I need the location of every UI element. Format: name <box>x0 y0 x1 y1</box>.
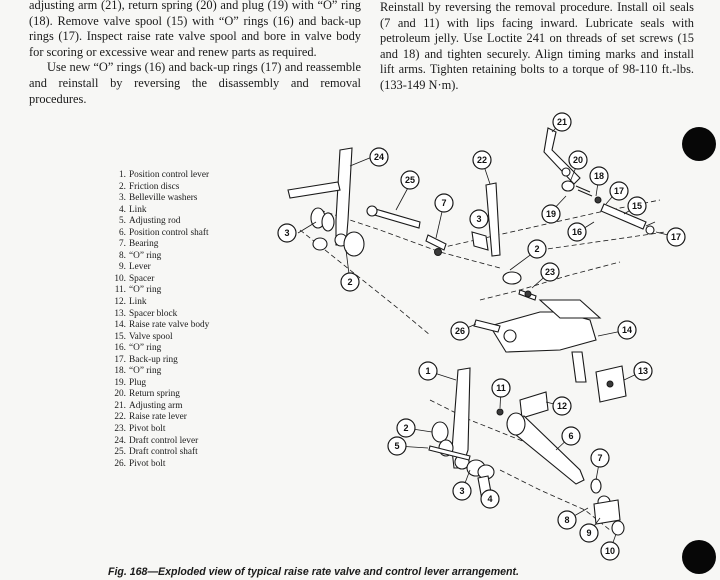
callout-8 <box>558 511 576 529</box>
legend-number: 17. <box>114 354 126 365</box>
callout-1 <box>419 362 437 380</box>
callout-21 <box>553 113 571 131</box>
callout-9 <box>580 524 598 542</box>
left-paragraph-1: adjusting arm (21), return spring (20) and plug (19) with “O” ring (18). Remove valve spool (15) with “O” rings (16) and back-up rings (17). Inspect raise rate valve spool and bore in valve body for scoring or excessive wear and renew parts as required. <box>29 0 361 59</box>
legend-text: Bearing <box>129 239 159 250</box>
legend-number: 19. <box>114 377 126 388</box>
callout-22 <box>473 151 491 169</box>
legend-text: Back-up ring <box>129 354 178 365</box>
legend-number: 3. <box>119 193 126 204</box>
callout-10 <box>601 542 619 560</box>
legend-number: 4. <box>119 204 126 215</box>
callout-2 <box>397 419 415 437</box>
svg-text:6: 6 <box>568 431 574 441</box>
svg-text:17: 17 <box>613 186 625 196</box>
legend-number: 12. <box>114 297 126 308</box>
legend-number: 24. <box>114 435 126 446</box>
spacer-block-13 <box>596 366 626 402</box>
svg-text:2: 2 <box>347 277 353 287</box>
legend-text: Draft control lever <box>129 435 199 446</box>
callout-23 <box>541 263 559 281</box>
svg-text:3: 3 <box>476 214 482 224</box>
legend-number: 9. <box>119 262 126 273</box>
callout-7 <box>435 194 453 212</box>
legend-number: 11. <box>114 285 126 296</box>
legend-text: Spacer block <box>129 308 178 319</box>
callout-3 <box>453 482 471 500</box>
svg-text:18: 18 <box>593 171 605 181</box>
legend-text: Pivot bolt <box>129 424 166 435</box>
svg-text:9: 9 <box>586 528 592 538</box>
legend-text: Lever <box>129 262 151 273</box>
legend-text: Spacer <box>129 273 155 284</box>
binder-hole-top <box>682 127 716 161</box>
legend-number: 25. <box>114 447 126 458</box>
callout-15 <box>628 197 646 215</box>
svg-text:8: 8 <box>564 515 570 525</box>
legend-number: 1. <box>119 170 126 180</box>
callout-12 <box>553 397 571 415</box>
svg-text:19: 19 <box>545 209 557 219</box>
legend-number: 8. <box>119 250 126 261</box>
right-paragraph: Reinstall by reversing the removal procedure. Install oil seals (7 and 11) with lips facing inward. Lubricate seals with petroleum jelly. Use Loctite 241 on threads of set screws (15 and 18) and tighten securely. Align timing marks and install lift arms. Tighten retaining bolts to a torque of 98-110 ft.-lbs. (133-149 N·m). <box>380 0 694 92</box>
legend-text: Friction discs <box>129 181 180 192</box>
legend-number: 13. <box>114 308 126 319</box>
callout-13 <box>634 362 652 380</box>
svg-text:26: 26 <box>454 326 466 336</box>
legend-text: “O” ring <box>129 285 162 296</box>
link-12 <box>520 392 548 418</box>
svg-text:3: 3 <box>459 486 465 496</box>
svg-text:21: 21 <box>556 117 568 127</box>
pivot-bolt-23 <box>503 272 536 300</box>
legend-text: Draft control shaft <box>129 447 198 458</box>
legend-text: Position control lever <box>129 170 210 180</box>
svg-text:24: 24 <box>373 152 385 162</box>
svg-text:7: 7 <box>597 453 603 463</box>
callout-18 <box>590 167 608 185</box>
svg-text:23: 23 <box>544 267 556 277</box>
legend-number: 23. <box>114 424 126 435</box>
legend-text: Link <box>129 297 147 308</box>
legend-text: “O” ring <box>129 366 162 377</box>
svg-text:13: 13 <box>637 366 649 376</box>
legend-number: 21. <box>114 400 126 411</box>
svg-text:25: 25 <box>404 175 416 185</box>
binder-hole-bottom <box>682 540 716 574</box>
legend-number: 14. <box>114 320 126 331</box>
callout-5 <box>388 437 406 455</box>
raise-rate-valve-body-14 <box>490 300 600 382</box>
draft-control-lever-24 <box>288 148 352 246</box>
legend-number: 2. <box>119 181 126 192</box>
legend-text: Link <box>129 204 147 215</box>
legend-text: Adjusting rod <box>129 216 181 227</box>
svg-text:4: 4 <box>487 494 493 504</box>
callout-7 <box>591 449 609 467</box>
legend-number: 20. <box>114 389 126 400</box>
callout-16 <box>568 223 586 241</box>
svg-text:2: 2 <box>403 423 409 433</box>
legend-text: Valve spool <box>129 331 173 342</box>
callout-24 <box>370 148 388 166</box>
figure-caption: Fig. 168—Exploded view of typical raise rate valve and control lever arrangement. <box>108 566 519 578</box>
legend-number: 16. <box>114 343 126 354</box>
legend-number: 7. <box>119 239 126 250</box>
callout-3 <box>470 210 488 228</box>
callout-4 <box>481 490 499 508</box>
svg-text:15: 15 <box>631 201 643 211</box>
callout-3 <box>278 224 296 242</box>
svg-text:5: 5 <box>394 441 400 451</box>
callout-2 <box>528 240 546 258</box>
legend-number: 22. <box>114 412 126 423</box>
svg-text:17: 17 <box>670 232 682 242</box>
left-paragraph-2: Use new “O” rings (16) and back-up rings (17) and reassemble and reinstall by reversing the disassembly and removal procedures. <box>29 60 361 106</box>
legend-text: Plug <box>129 377 147 388</box>
legend-number: 18. <box>114 366 126 377</box>
svg-text:20: 20 <box>572 155 584 165</box>
legend-text: Position control shaft <box>129 227 209 238</box>
callout-6 <box>562 427 580 445</box>
draft-control-shaft-25 <box>367 206 446 256</box>
svg-text:3: 3 <box>284 228 290 238</box>
svg-text:1: 1 <box>425 366 431 376</box>
svg-text:11: 11 <box>496 383 506 393</box>
svg-text:16: 16 <box>571 227 583 237</box>
legend-text: Belleville washers <box>129 193 198 204</box>
callout-25 <box>401 171 419 189</box>
svg-text:12: 12 <box>556 401 568 411</box>
legend-number: 10. <box>114 273 126 284</box>
callout-17 <box>610 182 628 200</box>
svg-text:2: 2 <box>534 244 540 254</box>
legend-text: Raise rate valve body <box>129 320 210 331</box>
legend-number: 15. <box>114 331 126 342</box>
callout-11 <box>492 379 510 397</box>
svg-text:7: 7 <box>441 198 447 208</box>
svg-text:22: 22 <box>476 155 488 165</box>
callout-20 <box>569 151 587 169</box>
position-control-shaft-6 <box>507 413 584 484</box>
legend-text: Return spring <box>129 389 180 400</box>
legend-number: 5. <box>119 216 126 227</box>
legend-number: 6. <box>119 227 126 238</box>
callout-14 <box>618 321 636 339</box>
legend-text: Adjusting arm <box>129 400 183 411</box>
callout-17 <box>667 228 685 246</box>
legend-text: “O” ring <box>129 343 162 354</box>
legend-text: “O” ring <box>129 250 162 261</box>
legend-text: Pivot bolt <box>129 458 166 469</box>
callout-26 <box>451 322 469 340</box>
pivot-bolt-26 <box>474 320 500 332</box>
legend-number: 26. <box>114 458 126 469</box>
callout-2 <box>341 273 359 291</box>
legend-text: Raise rate lever <box>129 412 187 423</box>
svg-text:10: 10 <box>604 546 616 556</box>
svg-text:14: 14 <box>621 325 633 335</box>
callout-19 <box>542 205 560 223</box>
